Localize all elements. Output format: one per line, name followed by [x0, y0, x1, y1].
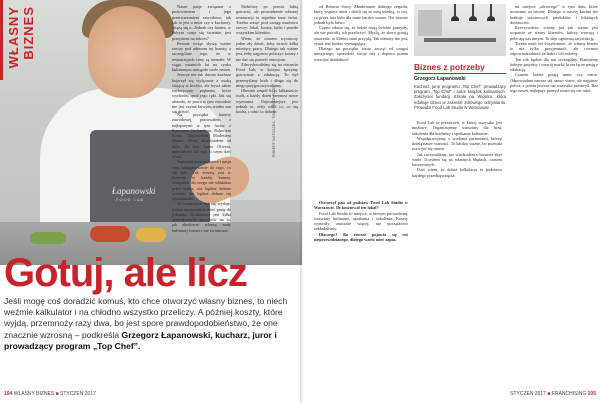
food-lab-photo	[414, 4, 506, 56]
article-paragraph: Czasem ludzie pytają mnie, czy warto. Odpowiadam zawsze tak samo: warto, ale najpierw policz, a potem jeszcze raz wszystko przemyśl. Bez tego nawet najlepszy pomysł może się nie udać.	[510, 72, 598, 93]
article-paragraph: Food Lab to przestrzeń, w której wszystko jest możliwe. Organizujemy warsztaty dla firm, szkolenia dla kucharzy i spotkania kulinarne.	[412, 120, 502, 136]
page-gutter	[300, 0, 304, 403]
vegetable	[30, 232, 66, 244]
issue-date: STYCZEŃ 2017	[60, 391, 96, 397]
section-label	[4, 6, 36, 96]
article-paragraph: Rzeczywiście, wiemy już jak ważne jest wsparcie ze strony klientów, którzy wracają i polecają nas innym. To daje ogromną satysfakcję.	[510, 25, 598, 41]
lamp-shade	[487, 16, 495, 21]
article-paragraph: Pewnie wciąż słyszę ważne rzeczy pod adresem tej branży, a szczególnie tego, że w restauracjach ceny są niemałe. W ciągu ostatnich lat na rynku kulinarnym nastąpiło wiele zmian.	[172, 40, 231, 72]
article-paragraph: Obecnie zespół liczy kilkanaście osób, a każdy dzień przynosi nowe wyzwania. Najważniejsze jest jednak to, żeby robić to, co się kocha, i robić to dobrze.	[236, 88, 298, 114]
article-paragraph: Ten rok będzie dla nas szczególny. Planujemy kolejne projekty i rozwój marki, która łączy pasję z edukacją.	[510, 56, 598, 72]
shelf	[418, 10, 442, 36]
article-column	[172, 4, 231, 114]
sidebar-body: Kucharz, juror programu „Top Chef”, prowadzący program „Top Chef” i autor książek kulinarnych. Założyciel fundacji Szkoła na Widelcu, która edukuje dzieci w zakresie zdrowego odżywiania. Prowadzi Food Lab Studio w Warszawie.	[414, 84, 506, 110]
sidebar-name: Grzegorz Łapanowski	[414, 76, 466, 82]
section-marker	[0, 0, 3, 80]
chef-face	[88, 6, 166, 98]
page-number: 104	[4, 391, 13, 397]
article-headline: Gotuj, ale licz	[4, 251, 247, 295]
lead-bold: Grzegorz Łapanowski, kucharz, juror i prowadzący program „Top Chef”.	[4, 329, 277, 351]
article-column	[236, 4, 298, 114]
photo-credit: ROBERT MATUSZEK, TOMI FRIED FOTO	[272, 86, 276, 158]
section-name: FRANCHISING	[551, 391, 587, 397]
article-paragraph: mi miejsca „zdrowego” w tym dniu, które uważamy za istotne. Dlatego w naszej kuchni nie brakuje sezonowych produktów i lokalnych dostawców.	[510, 4, 598, 25]
interview-question: Otworzył pan od podstaw Food Lab Studio w Warszawie. Ile kosztował ten lokal?	[314, 200, 408, 211]
vegetable	[136, 228, 166, 242]
article-paragraph: od Roberta Sowy. Zbudowanie dobrego zespołu, który wspiera mnie i dzieli się ze mną wiedzą, to coś, co przez lata było dla mnie bardzo ważne. Nie zawsze jednak było łatwo.	[314, 4, 408, 25]
article-paragraph: Często zdarza się, że ludzie mają świetne pomysły, ale nie potrafią ich przeliczyć. Myślą, że skoro gotują smacznie, to klienci sami przyjdą. Tak niestety nie jest, rynek jest bardzo wymagający.	[314, 25, 408, 46]
article-paragraph: Na początku kariery zawodowej pracowałem z najlepszymi w tym fachu: z Kartenem Gerhardsem, Robertem Sowa, Wojciechem Modestem Amaro. Dużo skorzystałem od nich, ale bez Jamie Olivera, naleciałości od tego, o czym dziś wiem.	[172, 112, 231, 159]
article-column	[510, 4, 598, 93]
article-paragraph: Trzeba mieć też świadomość, że własny biznes to nie tylko przyjemność, ale również odpowiedzialność za ludzi i ich rodziny.	[510, 40, 598, 57]
divider	[414, 73, 506, 74]
article-column	[412, 120, 502, 178]
folio: STYCZEŃ 2017 ■ FRANCHISING 105	[510, 391, 596, 397]
article-lead	[4, 296, 296, 352]
issue-date: STYCZEŃ 2017	[510, 391, 546, 397]
article-paragraph: To trudniejsze niż się wydaje, trzeba rzeczywiście mieć pasję do jedzenia. Dodatkowo jest kilka sprawdzonych sposobów na to, jak zbudować własny, mały kulinarny biznes i nie zwariować.	[172, 201, 231, 233]
section-label-top: WŁASNY	[6, 6, 21, 69]
apron-subtext: FOOD LAB	[116, 197, 145, 202]
apron-logo: Łapanowski	[112, 186, 156, 196]
article-paragraph: Najważniejsze jest serce i pasja oraz zaangażowanie do tego, co się robi. Tak zresztą jest w biznesie w każdej branży. Wszystko, do czego nie wkładasz pełni siebie, nie będzie dobrze robione, nie będzie dobrze się sprzedawało.	[172, 159, 231, 201]
article-paragraph: Food Lab Studio to miejsce, w którym prowadzimy warsztaty kulinarne, spotkania i szkolenia. Koszty wyniosły znacznie więcej, niż początkowo zakładaliśmy.	[314, 210, 408, 232]
article-paragraph: Współpracujemy z wieloma partnerami, którzy dzielą nasze wartości. To bardzo ważne, bo pozwala rozwijać się razem.	[412, 135, 502, 152]
article-column	[314, 200, 408, 242]
lamp-shade	[451, 16, 459, 21]
article-paragraph: Dziś wiem, że dobra kalkulacja to podstawa każdego przedsięwzięcia.	[412, 167, 502, 178]
section-label-bottom: BIZNES	[21, 6, 36, 60]
article-paragraph: Nasze pasje związane z pożywieniem i jego przetwarzaniem zawodowo, tak jak to jest u mnie czy u kucharzy, wiążą się z...Jednak czy biznes, w którym czuje się świetnie, jest przepisem na sukces?	[172, 4, 231, 41]
lead-text: Jeśli mogę coś doradzić komuś, kto chce otworzyć własny biznes, to niech weźmie kalkulator i na chłodno wszystko przeliczy. A później koszty, które wyjdą, przemnoży razy dwa, bo jest spore prawdopodobieństwo, że one znacznie wzrosną – podkreśla	[4, 296, 288, 340]
lamp	[472, 4, 474, 16]
article-paragraph: Niektórzy po prostu lubią gotować, ale prowadzenie własnej restauracji to zupełnie inny świat. Trzeba wziąć pod uwagę mnóstwo rzeczy: lokal, koszty, ludzi i przede wszystkim klientów.	[236, 4, 298, 36]
article-paragraph: Jak zaczynaliśmy, nie wiedziałem o biznesie zbyt wiele. Uczyłem się na własnych błędach, czasem kosztownych.	[412, 151, 502, 167]
lamp	[490, 4, 492, 16]
table	[424, 38, 496, 42]
page-number: 105	[587, 391, 596, 397]
vegetable	[90, 226, 130, 242]
article-paragraph: Wiem, że czasem wystarczy jeden zły dzień, żeby stracić kilka miesięcy pracy. Dlatego tak ważne jest, żeby najpierw policzyć koszty i nie dać się ponieść emocjom.	[236, 35, 298, 62]
lamp	[454, 4, 456, 16]
article-paragraph: Zdecydowaliśmy się na otwarcie Food Lab, w którym łączymy gotowanie z edukacją. To był przemyślany krok i długo się do niego przygotowywaliśmy.	[236, 61, 298, 88]
article-column	[172, 112, 231, 233]
sidebar-box	[414, 4, 506, 116]
sidebar-title: Biznes z potrzeby	[414, 62, 485, 72]
article-paragraph: Dlatego na początku warto zacząć od czegoś mniejszego, sprawdzić swoje siły i dopiero potem rozwijać działalność.	[314, 46, 408, 62]
lamp-shade	[469, 16, 477, 21]
magazine-name: WŁASNY BIZNES	[13, 391, 55, 397]
interview-question: Dlaczego? Bo zawsze pojawia się coś nieprzewidzianego, dlatego warto mieć zapas.	[314, 231, 408, 242]
article-paragraph: Jeszcze nie tak dawno kucharz kojarzył się wyłącznie z osobą stojącą w kuchni, ale bywa także zachwycony pięknem, które wychodzi spod jego ręki. Jak się okazało, że praca w tym zawodzie nie jest czymś łatwym, trudno mu się dziwić.	[172, 72, 231, 114]
article-column	[314, 4, 408, 62]
folio: 104 WŁASNY BIZNES ■ STYCZEŃ 2017	[4, 391, 96, 397]
right-page	[302, 0, 600, 403]
